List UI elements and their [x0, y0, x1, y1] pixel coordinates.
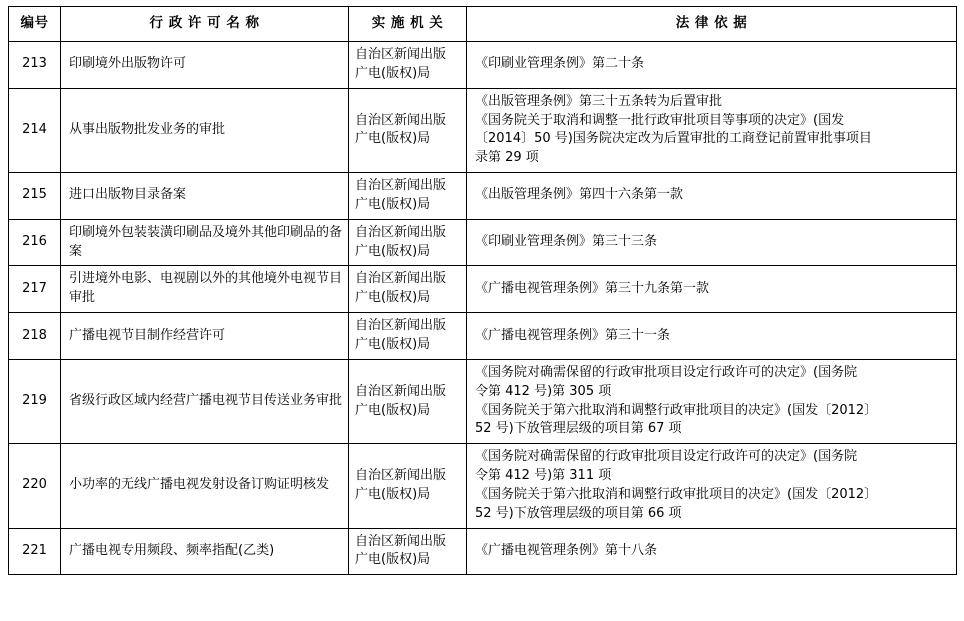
table-row [9, 88, 957, 172]
table-row [9, 359, 957, 443]
cell-org [349, 173, 467, 220]
org-line-1: 自治区新闻出版 [355, 533, 447, 549]
law-line: 《印刷业管理条例》第三十三条 [475, 234, 658, 250]
cell-law [467, 266, 957, 313]
org-line-1: 自治区新闻出版 [355, 47, 447, 62]
org-line-1: 自治区新闻出版 [355, 178, 447, 194]
law-line: 52 号)下放管理层级的项目第 67 项 [475, 421, 682, 437]
law-line: 《广播电视管理条例》第三十九条第一款 [475, 280, 710, 296]
table-header-row [9, 7, 957, 42]
cell-name: 从事出版物批发业务的审批 [61, 88, 349, 172]
cell-org [349, 266, 467, 313]
column-header-org: 实 施 机 关 [349, 7, 467, 42]
cell-law [467, 219, 957, 266]
administrative-permit-table [8, 6, 957, 575]
cell-org [349, 359, 467, 443]
table-row [9, 313, 957, 360]
cell-name: 引进境外电影、电视剧以外的其他境外电视节目审批 [61, 266, 349, 313]
law-line: 令第 412 号)第 311 项 [475, 468, 612, 484]
cell-name: 省级行政区域内经营广播电视节目传送业务审批 [61, 359, 349, 443]
org-line-2: 广电(版权)局 [355, 552, 431, 568]
law-line: 录第 29 项 [475, 150, 539, 166]
law-line: 《国务院关于第六批取消和调整行政审批项目的决定》(国发〔2012〕 [475, 402, 878, 418]
org-line-2: 广电(版权)局 [355, 243, 431, 259]
cell-no: 214 [9, 88, 61, 172]
org-line-2: 广电(版权)局 [355, 402, 431, 418]
cell-name: 广播电视专用频段、频率指配(乙类) [61, 528, 349, 575]
cell-no: 221 [9, 528, 61, 575]
table-row [9, 444, 957, 528]
cell-no: 217 [9, 266, 61, 313]
cell-law [467, 359, 957, 443]
cell-name: 印刷境外包装装潢印刷品及境外其他印刷品的备案 [61, 219, 349, 266]
cell-law [467, 528, 957, 575]
org-line-1: 自治区新闻出版 [355, 318, 447, 334]
table-body [9, 42, 957, 575]
org-line-2: 广电(版权)局 [355, 290, 431, 306]
cell-name: 小功率的无线广播电视发射设备订购证明核发 [61, 444, 349, 528]
law-line: 《印刷业管理条例》第二十条 [475, 56, 645, 72]
org-line-2: 广电(版权)局 [355, 196, 431, 212]
cell-name: 进口出版物目录备案 [61, 173, 349, 220]
cell-name: 广播电视节目制作经营许可 [61, 313, 349, 360]
law-line: 《国务院关于第六批取消和调整行政审批项目的决定》(国发〔2012〕 [475, 486, 878, 502]
cell-law [467, 42, 957, 89]
cell-org [349, 88, 467, 172]
law-line: 52 号)下放管理层级的项目第 66 项 [475, 505, 682, 521]
cell-no: 219 [9, 359, 61, 443]
org-line-2: 广电(版权)局 [355, 131, 431, 147]
cell-org [349, 444, 467, 528]
cell-no: 216 [9, 219, 61, 266]
org-line-1: 自治区新闻出版 [355, 383, 447, 399]
cell-law [467, 88, 957, 172]
cell-law [467, 173, 957, 220]
org-line-2: 广电(版权)局 [355, 486, 431, 502]
law-line: 《国务院关于取消和调整一批行政审批项目等事项的决定》(国发 [475, 112, 845, 128]
cell-name: 印刷境外出版物许可 [61, 42, 349, 89]
cell-org [349, 528, 467, 575]
law-line: 《广播电视管理条例》第三十一条 [475, 327, 671, 343]
column-header-name: 行 政 许 可 名 称 [61, 7, 349, 42]
law-line: 〔2014〕50 号)国务院决定改为后置审批的工商登记前置审批事项目 [475, 131, 872, 147]
law-line: 《出版管理条例》第四十六条第一款 [475, 187, 684, 203]
cell-no: 220 [9, 444, 61, 528]
column-header-law: 法 律 依 据 [467, 7, 957, 42]
cell-law [467, 313, 957, 360]
org-line-2: 广电(版权)局 [355, 65, 431, 81]
cell-no: 213 [9, 42, 61, 89]
table-row [9, 42, 957, 89]
cell-no: 218 [9, 313, 61, 360]
cell-no: 215 [9, 173, 61, 220]
law-line: 《国务院对确需保留的行政审批项目设定行政许可的决定》(国务院 [475, 364, 858, 380]
column-header-no: 编号 [9, 7, 61, 42]
table-row [9, 528, 957, 575]
org-line-1: 自治区新闻出版 [355, 112, 447, 128]
org-line-1: 自治区新闻出版 [355, 271, 447, 287]
law-line: 《广播电视管理条例》第十八条 [475, 542, 658, 558]
org-line-2: 广电(版权)局 [355, 336, 431, 352]
org-line-1: 自治区新闻出版 [355, 468, 447, 484]
law-line: 《出版管理条例》第三十五条转为后置审批 [475, 93, 723, 109]
org-line-1: 自治区新闻出版 [355, 224, 447, 240]
law-line: 《国务院对确需保留的行政审批项目设定行政许可的决定》(国务院 [475, 449, 858, 465]
cell-law [467, 444, 957, 528]
cell-org [349, 313, 467, 360]
cell-org [349, 42, 467, 89]
cell-org [349, 219, 467, 266]
table-row [9, 266, 957, 313]
table-row [9, 173, 957, 220]
table-row [9, 219, 957, 266]
law-line: 令第 412 号)第 305 项 [475, 383, 612, 399]
